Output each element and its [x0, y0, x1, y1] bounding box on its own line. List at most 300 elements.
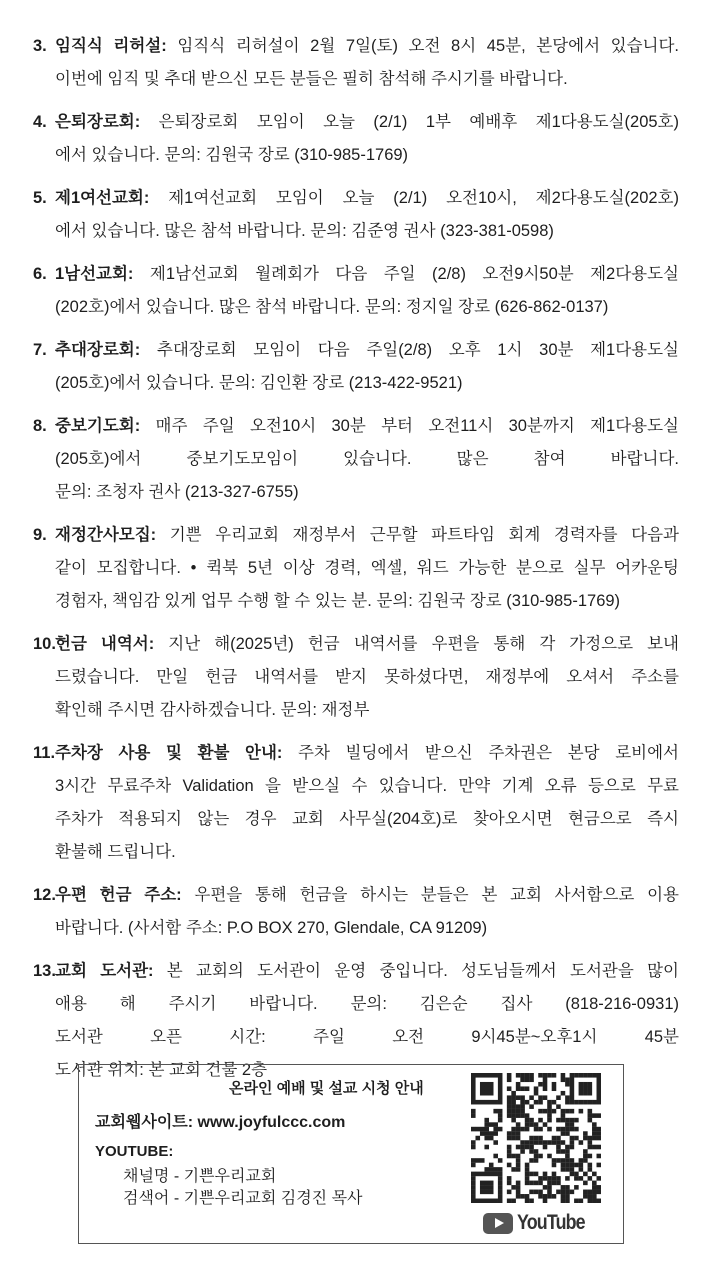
qr-module [561, 1118, 566, 1123]
qr-module [471, 1194, 476, 1199]
qr-module [507, 1190, 512, 1195]
qr-module [475, 1100, 480, 1105]
qr-module [565, 1154, 570, 1159]
qr-module [534, 1154, 539, 1159]
qr-module [507, 1095, 512, 1100]
qr-module [534, 1190, 539, 1195]
qr-module [493, 1154, 498, 1159]
qr-module [552, 1194, 557, 1199]
qr-module [570, 1140, 575, 1145]
announcements-list [33, 30, 679, 1097]
announcement-number: 10. [33, 635, 56, 653]
qr-module [489, 1181, 494, 1186]
qr-module [525, 1113, 530, 1118]
announcement-first-line [33, 410, 679, 443]
qr-module [543, 1145, 548, 1150]
announcement-text: 드렸습니다. 만일 헌금 내역서를 받지 못하셨다면, 재정부에 오셔서 주소를 [55, 668, 679, 686]
qr-module [538, 1100, 543, 1105]
announcement-text: (205호)에서 있습니다. 문의: 김인환 장로 (213-422-9521) [55, 374, 463, 392]
qr-module [538, 1073, 543, 1078]
qr-module [529, 1104, 534, 1109]
announcement-title: 1남선교회: [55, 265, 134, 283]
qr-module [471, 1091, 476, 1096]
qr-module [552, 1158, 557, 1163]
qr-module [498, 1127, 503, 1132]
qr-module [475, 1127, 480, 1132]
qr-module [480, 1091, 485, 1096]
qr-module [484, 1082, 489, 1087]
qr-module [579, 1091, 584, 1096]
qr-module [475, 1073, 480, 1078]
qr-module [507, 1181, 512, 1186]
qr-module [471, 1082, 476, 1087]
qr-module [570, 1100, 575, 1105]
qr-module [583, 1181, 588, 1186]
announcement-number: 9. [33, 526, 47, 544]
qr-module [547, 1104, 552, 1109]
qr-module [534, 1172, 539, 1177]
qr-module [498, 1086, 503, 1091]
qr-module [484, 1122, 489, 1127]
announcement-line [33, 694, 679, 727]
announcement-number: 11. [33, 744, 56, 762]
announcement-text: 본 교회의 도서관이 운영 중입니다. 성도님들께서 도서관을 많이 [153, 962, 679, 980]
qr-module [556, 1158, 561, 1163]
qr-module [561, 1131, 566, 1136]
qr-module [475, 1136, 480, 1141]
qr-module [538, 1109, 543, 1114]
qr-module [507, 1136, 512, 1141]
qr-module [565, 1176, 570, 1181]
qr-module [579, 1140, 584, 1145]
qr-module [471, 1140, 476, 1145]
announcement-line [33, 661, 679, 694]
qr-module [511, 1109, 516, 1114]
qr-module [471, 1127, 476, 1132]
qr-module [498, 1082, 503, 1087]
qr-module [493, 1172, 498, 1177]
qr-module [592, 1194, 597, 1199]
qr-module [597, 1136, 601, 1141]
announcement-item [33, 334, 679, 400]
qr-module [498, 1109, 503, 1114]
qr-module [516, 1113, 521, 1118]
qr-module [489, 1073, 494, 1078]
qr-module [507, 1154, 512, 1159]
qr-module [543, 1086, 548, 1091]
announcement-text: 에서 있습니다. 문의: 김원국 장로 (310-985-1769) [55, 146, 409, 164]
qr-module [520, 1194, 525, 1199]
qr-module [516, 1145, 521, 1150]
qr-module [543, 1185, 548, 1190]
announcement-text: 임직식 리허설이 2월 7일(토) 오전 8시 45분, 본당에서 있습니다. [166, 37, 679, 55]
announcement-item [33, 106, 679, 172]
youtube-search-keyword: 검색어 - 기쁜우리교회 김경진 목사 [123, 1190, 363, 1207]
qr-module [534, 1127, 539, 1132]
qr-module [570, 1091, 575, 1096]
announcement-first-line [33, 879, 679, 912]
announcement-first-line [33, 955, 679, 988]
announcement-line [33, 585, 679, 618]
qr-module [484, 1100, 489, 1105]
qr-module [498, 1077, 503, 1082]
announcement-line [33, 215, 679, 248]
qr-module [516, 1122, 521, 1127]
youtube-play-icon [483, 1213, 513, 1234]
qr-module [525, 1127, 530, 1132]
qr-module [498, 1199, 503, 1203]
qr-module [507, 1145, 512, 1150]
qr-module [480, 1073, 485, 1078]
qr-module [516, 1104, 521, 1109]
qr-module [574, 1118, 579, 1123]
announcement-item [33, 258, 679, 324]
qr-module [534, 1100, 539, 1105]
qr-module [516, 1082, 521, 1087]
qr-module [493, 1100, 498, 1105]
qr-module [525, 1100, 530, 1105]
qr-module [511, 1100, 516, 1105]
announcement-first-line [33, 334, 679, 367]
qr-module [597, 1145, 601, 1150]
qr-module [471, 1176, 476, 1181]
qr-module [547, 1073, 552, 1078]
qr-module [561, 1109, 566, 1114]
qr-module [538, 1118, 543, 1123]
qr-module [516, 1154, 521, 1159]
announcement-title: 우편 헌금 주소: [55, 886, 182, 904]
qr-module [489, 1163, 494, 1168]
qr-module [525, 1145, 530, 1150]
announcement-title: 교회 도서관: [55, 962, 154, 980]
announcement-text: 문의: 조청자 권사 (213-327-6755) [55, 483, 299, 501]
qr-module [570, 1127, 575, 1132]
qr-module [588, 1086, 593, 1091]
announcement-item [33, 30, 679, 96]
qr-module [570, 1095, 575, 1100]
qr-module [538, 1136, 543, 1141]
qr-module [565, 1158, 570, 1163]
announcement-title: 추대장로회: [55, 341, 141, 359]
qr-module [552, 1163, 557, 1168]
qr-module [579, 1082, 584, 1087]
qr-module [583, 1190, 588, 1195]
qr-module [507, 1100, 512, 1105]
announcement-title: 헌금 내역서: [55, 635, 155, 653]
qr-module [570, 1118, 575, 1123]
qr-module [579, 1158, 584, 1163]
qr-module [534, 1091, 539, 1096]
qr-module [489, 1131, 494, 1136]
qr-module [538, 1140, 543, 1145]
qr-module [592, 1127, 597, 1132]
qr-module [538, 1095, 543, 1100]
qr-module [588, 1163, 593, 1168]
qr-module [529, 1199, 534, 1203]
qr-module [556, 1140, 561, 1145]
qr-module [489, 1091, 494, 1096]
announcement-number: 5. [33, 189, 47, 207]
qr-module [480, 1190, 485, 1195]
qr-module [574, 1127, 579, 1132]
qr-module [525, 1073, 530, 1078]
qr-module [565, 1131, 570, 1136]
qr-module [498, 1118, 503, 1123]
qr-module [588, 1176, 593, 1181]
qr-module [552, 1086, 557, 1091]
announcement-text: 은퇴장로회 모임이 오늘 (2/1) 1부 예배후 제1다용도실(205호) [140, 113, 679, 131]
qr-module [583, 1073, 588, 1078]
announcement-line [33, 988, 679, 1021]
announcement-text: 3시간 무료주차 Validation 을 받으실 수 있습니다. 만약 기계 오류 등으로 무료 [55, 777, 679, 795]
qr-module [592, 1122, 597, 1127]
announcement-text: 바랍니다. (사서함 주소: P.O BOX 270, Glendale, CA 91209) [55, 919, 488, 937]
qr-module [493, 1167, 498, 1172]
youtube-logo [483, 1211, 597, 1235]
qr-module [543, 1082, 548, 1087]
qr-module [556, 1149, 561, 1154]
announcement-line [33, 139, 679, 172]
announcement-text: 도서관 오픈 시간: 주일 오전 9시45분~오후1시 45분 [55, 1028, 679, 1046]
qr-module [570, 1167, 575, 1172]
announcement-first-line [33, 737, 679, 770]
qr-module [516, 1073, 521, 1078]
qr-module [498, 1172, 503, 1177]
announcement-title: 중보기도회: [55, 417, 141, 435]
qr-module [489, 1086, 494, 1091]
qr-module [574, 1199, 579, 1203]
qr-module [579, 1109, 584, 1114]
qr-module [520, 1149, 525, 1154]
qr-code-icon[interactable] [471, 1073, 601, 1203]
qr-module [556, 1181, 561, 1186]
announcement-item [33, 519, 679, 618]
qr-module [480, 1185, 485, 1190]
announcement-number: 13. [33, 962, 56, 980]
qr-module [493, 1109, 498, 1114]
qr-module [529, 1118, 534, 1123]
announcement-line [33, 443, 679, 476]
qr-module [471, 1158, 476, 1163]
announcement-line [33, 63, 679, 96]
qr-module [471, 1190, 476, 1195]
qr-module [538, 1154, 543, 1159]
qr-module [498, 1181, 503, 1186]
qr-module [570, 1082, 575, 1087]
qr-module [484, 1199, 489, 1203]
announcement-text: 이번에 임직 및 추대 받으신 모든 분들은 필히 참석해 주시기를 바랍니다. [55, 70, 568, 88]
qr-module [597, 1163, 601, 1168]
church-website-link[interactable]: 교회웹사이트: www.joyfulccc.com [95, 1114, 346, 1131]
qr-module [543, 1077, 548, 1082]
qr-module [556, 1127, 561, 1132]
qr-module [484, 1185, 489, 1190]
qr-module [570, 1122, 575, 1127]
qr-module [484, 1167, 489, 1172]
qr-module [547, 1190, 552, 1195]
qr-module [498, 1100, 503, 1105]
qr-module [597, 1154, 601, 1159]
qr-module [597, 1127, 601, 1132]
qr-module [516, 1185, 521, 1190]
announcement-title: 은퇴장로회: [55, 113, 141, 131]
qr-module [520, 1145, 525, 1150]
qr-module [471, 1181, 476, 1186]
qr-module [583, 1091, 588, 1096]
qr-module [552, 1181, 557, 1186]
qr-module [588, 1145, 593, 1150]
qr-module [565, 1145, 570, 1150]
announcement-line [33, 803, 679, 836]
qr-module [480, 1181, 485, 1186]
qr-module [484, 1145, 489, 1150]
qr-module [529, 1122, 534, 1127]
qr-module [516, 1190, 521, 1195]
qr-module [565, 1194, 570, 1199]
qr-module [579, 1100, 584, 1105]
qr-module [498, 1176, 503, 1181]
qr-module [592, 1073, 597, 1078]
qr-module [561, 1163, 566, 1168]
qr-module [520, 1113, 525, 1118]
qr-module [592, 1145, 597, 1150]
qr-module [471, 1163, 476, 1168]
qr-module [493, 1122, 498, 1127]
qr-module [498, 1194, 503, 1199]
qr-module [520, 1095, 525, 1100]
qr-module [475, 1172, 480, 1177]
qr-module [543, 1109, 548, 1114]
qr-module [561, 1185, 566, 1190]
qr-module [574, 1100, 579, 1105]
qr-module [561, 1077, 566, 1082]
qr-module [597, 1100, 601, 1105]
qr-module [597, 1131, 601, 1136]
qr-module [484, 1190, 489, 1195]
qr-module [516, 1158, 521, 1163]
qr-module [565, 1077, 570, 1082]
qr-module [538, 1176, 543, 1181]
qr-module [588, 1199, 593, 1203]
qr-module [556, 1176, 561, 1181]
qr-module [516, 1194, 521, 1199]
announcement-item [33, 410, 679, 509]
qr-module [579, 1199, 584, 1203]
youtube-label: YOUTUBE: [95, 1143, 174, 1160]
announcement-item [33, 737, 679, 869]
qr-module [525, 1077, 530, 1082]
announcement-first-line [33, 30, 679, 63]
qr-module [588, 1091, 593, 1096]
qr-module [529, 1095, 534, 1100]
qr-module [529, 1172, 534, 1177]
qr-module [484, 1131, 489, 1136]
qr-module [538, 1194, 543, 1199]
qr-module [529, 1145, 534, 1150]
announcement-number: 8. [33, 417, 47, 435]
announcement-number: 6. [33, 265, 47, 283]
qr-module [543, 1199, 548, 1203]
qr-module [489, 1082, 494, 1087]
qr-module [489, 1100, 494, 1105]
qr-module [565, 1082, 570, 1087]
qr-module [498, 1091, 503, 1096]
announcement-first-line [33, 106, 679, 139]
qr-module [480, 1172, 485, 1177]
qr-module [574, 1185, 579, 1190]
qr-module [570, 1145, 575, 1150]
qr-module [570, 1136, 575, 1141]
qr-module [556, 1118, 561, 1123]
qr-module [570, 1077, 575, 1082]
qr-module [592, 1181, 597, 1186]
qr-module [588, 1154, 593, 1159]
qr-module [579, 1167, 584, 1172]
qr-module [583, 1194, 588, 1199]
qr-module [525, 1181, 530, 1186]
qr-module [498, 1113, 503, 1118]
qr-module [583, 1136, 588, 1141]
qr-module [565, 1185, 570, 1190]
qr-module [484, 1136, 489, 1141]
qr-module [570, 1172, 575, 1177]
qr-module [516, 1167, 521, 1172]
qr-module [493, 1140, 498, 1145]
qr-module [570, 1158, 575, 1163]
qr-module [583, 1131, 588, 1136]
qr-module [597, 1113, 601, 1118]
qr-module [489, 1199, 494, 1203]
qr-module [498, 1167, 503, 1172]
qr-module [511, 1136, 516, 1141]
qr-module [507, 1149, 512, 1154]
qr-module [475, 1158, 480, 1163]
qr-module [565, 1109, 570, 1114]
qr-module [592, 1100, 597, 1105]
announcement-text: 우편을 통해 헌금을 하시는 분들은 본 교회 사서함으로 이용 [181, 886, 679, 904]
qr-module [565, 1127, 570, 1132]
qr-module [498, 1073, 503, 1078]
qr-module [534, 1181, 539, 1186]
qr-module [507, 1163, 512, 1168]
qr-module [565, 1190, 570, 1195]
announcement-number: 12. [33, 886, 56, 904]
announcement-text: 주차가 적용되지 않는 경우 교회 사무실(204호)로 찾아오시면 현금으로 즉시 [55, 810, 679, 828]
qr-module [493, 1127, 498, 1132]
announcement-line [33, 1021, 679, 1054]
qr-module [534, 1086, 539, 1091]
announcement-text: 제1남선교회 월례회가 다음 주일 (2/8) 오전9시50분 제2다용도실 [133, 265, 679, 283]
qr-module [516, 1131, 521, 1136]
qr-module [516, 1095, 521, 1100]
qr-module [525, 1176, 530, 1181]
qr-module [570, 1163, 575, 1168]
qr-module [583, 1149, 588, 1154]
announcement-first-line [33, 628, 679, 661]
qr-module [529, 1073, 534, 1078]
qr-module [489, 1185, 494, 1190]
qr-module [583, 1154, 588, 1159]
qr-module [507, 1113, 512, 1118]
announcement-line [33, 912, 679, 945]
qr-module [588, 1194, 593, 1199]
announcement-first-line [33, 182, 679, 215]
qr-module [480, 1199, 485, 1203]
qr-module [561, 1091, 566, 1096]
announcement-text: 확인해 주시면 감사하겠습니다. 문의: 재정부 [55, 701, 370, 719]
qr-module [556, 1095, 561, 1100]
qr-module [480, 1131, 485, 1136]
